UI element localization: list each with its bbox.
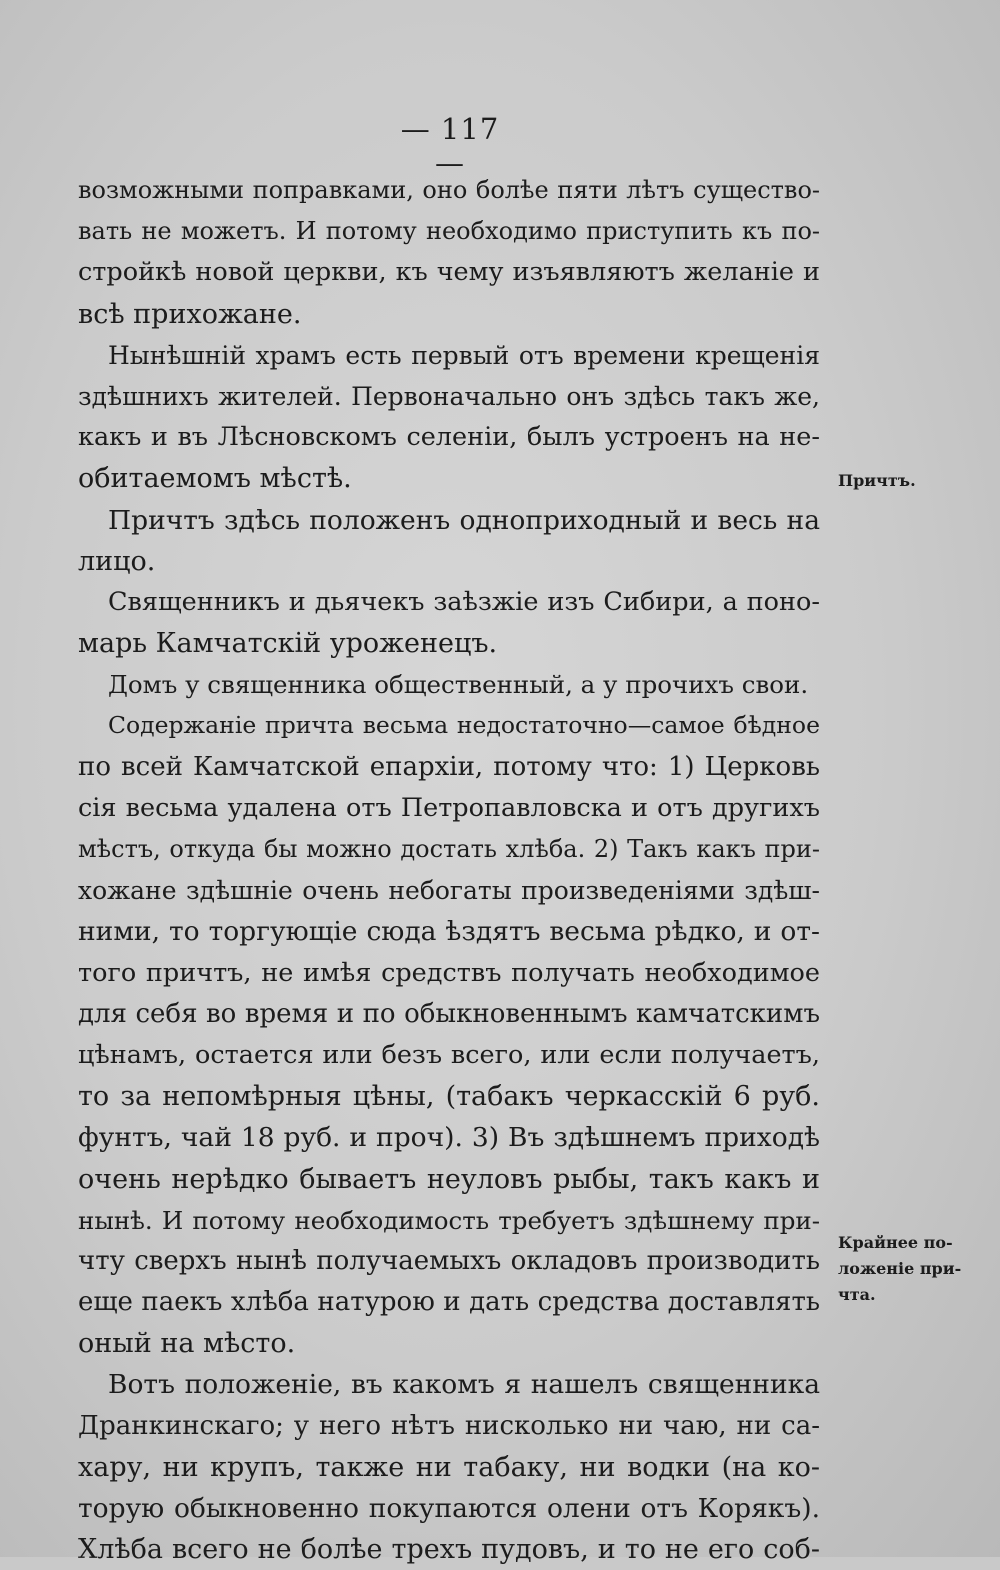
margin-note-clergy	[838, 468, 916, 494]
text-line: марь Камчатскій уроженецъ.	[78, 628, 498, 660]
text-line: здѣшнихъ жителей. Первоначально онъ здѣсь такъ же,	[78, 381, 820, 411]
text-line: какъ и въ Лѣсновскомъ селеніи, былъ устроенъ на не-	[78, 422, 820, 453]
text-line: Содержаніе причта весьма недостаточно—самое бѣдное	[108, 711, 820, 740]
text-line: Причтъ здѣсь положенъ одноприходный и весь на	[108, 504, 820, 536]
text-line: стройкѣ новой церкви, къ чему изъявляютъ желаніе и	[78, 257, 820, 288]
margin-note-line: Крайнее по-	[838, 1233, 953, 1252]
body-text	[78, 170, 820, 1570]
text-line: того причтъ, не имѣя средствъ получать необходимое	[78, 957, 820, 988]
text-line: очень нерѣдко бываетъ неуловъ рыбы, такъ какъ и	[78, 1163, 820, 1195]
text-line: Домъ у священника общественный, а у прочихъ свои.	[108, 670, 809, 700]
text-line: оный на мѣсто.	[78, 1328, 296, 1360]
margin-note-line: Причтъ.	[838, 471, 916, 490]
text-line: сія весьма удалена отъ Петропавловска и отъ другихъ	[78, 792, 820, 823]
text-line: возможными поправками, оно болѣе пяти лѣтъ существо-	[78, 176, 820, 204]
text-line: то за непомѣрныя цѣны, (табакъ черкасскій 6 руб.	[78, 1081, 820, 1113]
margin-note-extreme-situation	[838, 1230, 961, 1308]
text-line: обитаемомъ мѣстѣ.	[78, 463, 352, 495]
text-line: Дранкинскаго; у него нѣтъ нисколько ни чаю, ни са-	[78, 1410, 820, 1441]
text-line: хожане здѣшніе очень небогаты произведеніями здѣш-	[78, 876, 820, 906]
text-line: чту сверхъ нынѣ получаемыхъ окладовъ производить	[78, 1245, 820, 1276]
text-line: нынѣ. И потому необходимость требуетъ здѣшнему при-	[78, 1205, 820, 1235]
text-line: цѣнамъ, остается или безъ всего, или если получаетъ,	[78, 1039, 820, 1070]
text-line: фунтъ, чай 18 руб. и проч). 3) Въ здѣшнемъ приходѣ	[78, 1122, 820, 1154]
text-line: ними, то торгующіе сюда ѣздятъ весьма рѣдко, и от-	[78, 916, 820, 948]
text-line: мѣстъ, откуда бы можно достать хлѣба. 2) Такъ какъ при-	[78, 835, 820, 863]
text-line: лицо.	[78, 545, 156, 577]
text-line: Хлѣба всего не болѣе трехъ пудовъ, и то не его соб-	[78, 1534, 820, 1566]
text-line: Священникъ и дьячекъ заѣзжіе изъ Сибири, а поно-	[108, 586, 820, 617]
text-line: вать не можетъ. И потому необходимо приступить къ по-	[78, 217, 820, 246]
text-line: Нынѣшній храмъ есть первый отъ времени крещенія	[108, 340, 820, 370]
text-line: всѣ прихожане.	[78, 298, 302, 330]
margin-note-line: чта.	[838, 1285, 876, 1304]
text-line: для себя во время и по обыкновеннымъ камчатскимъ	[78, 998, 820, 1029]
text-line: Вотъ положеніе, въ какомъ я нашелъ священника	[108, 1369, 820, 1401]
page-number: — 117 —	[400, 112, 500, 180]
text-line: по всей Камчатской епархіи, потому что: 1) Церковь	[78, 751, 820, 782]
text-line: хару, ни крупъ, также ни табаку, ни водки (на ко-	[78, 1451, 820, 1483]
text-line: еще паекъ хлѣба натурою и дать средства доставлять	[78, 1287, 820, 1318]
margin-note-line: ложеніе при-	[838, 1259, 962, 1278]
text-line: торую обыкновенно покупаются олени отъ Корякъ).	[78, 1493, 820, 1524]
